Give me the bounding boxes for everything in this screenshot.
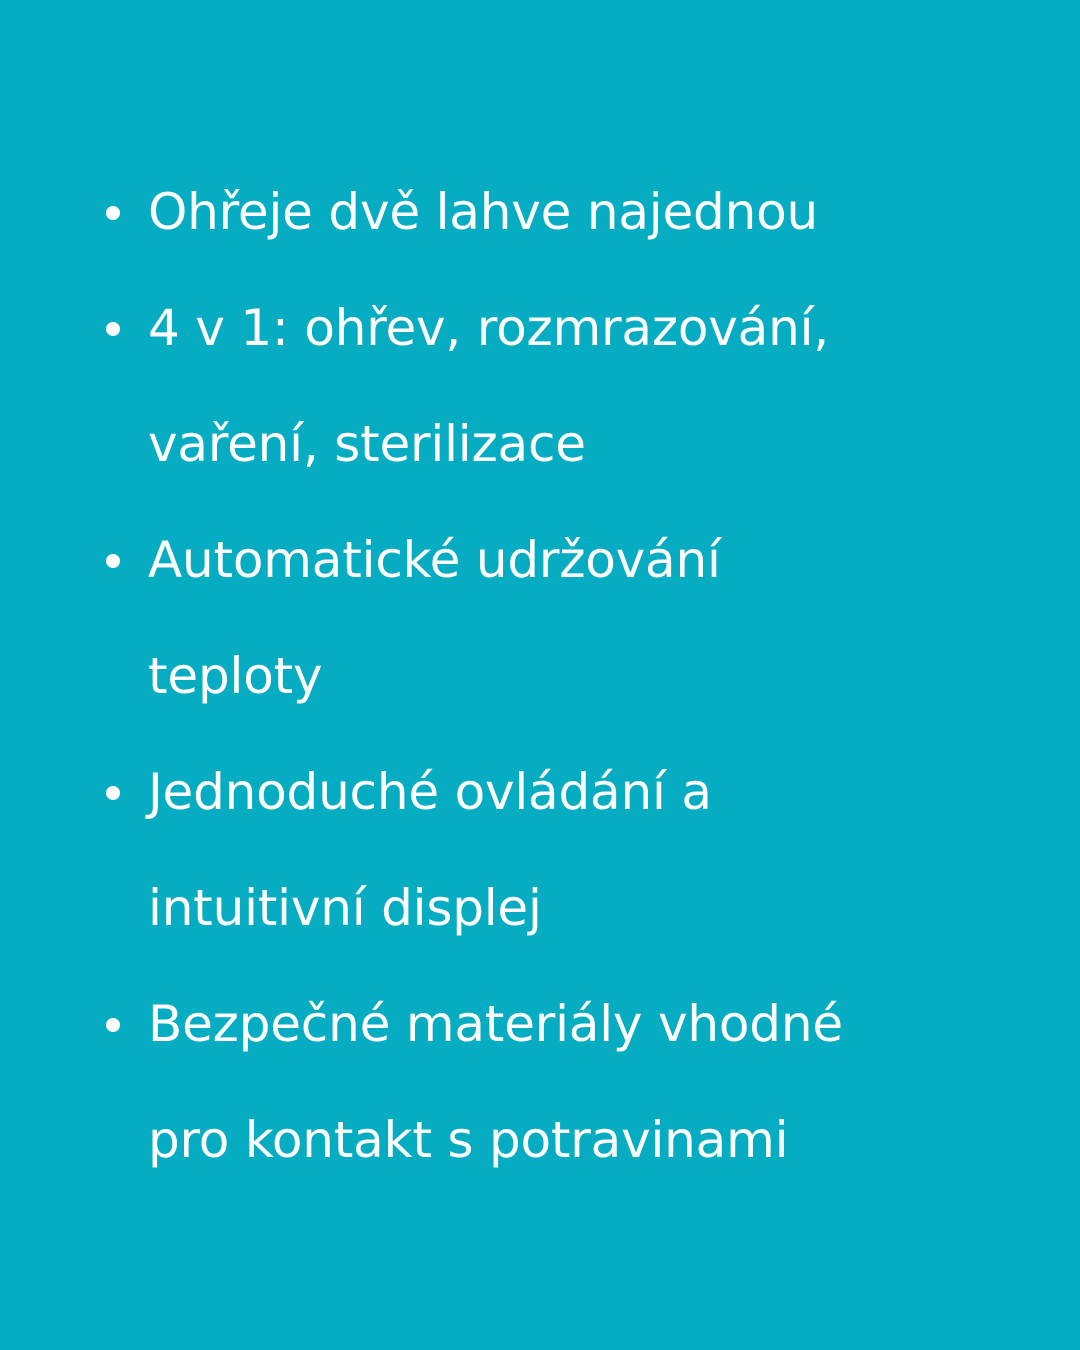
feature-text: intuitivní displej: [148, 879, 542, 937]
bullet-dot-icon: [106, 554, 120, 568]
bullet-dot-icon: [106, 1018, 120, 1032]
feature-text: Automatické udržování: [148, 531, 721, 589]
feature-text: Jednoduché ovládání a: [148, 763, 712, 821]
feature-text: 4 v 1: ohřev, rozmrazování,: [148, 299, 829, 357]
feature-text: Bezpečné materiály vhodné: [148, 995, 843, 1053]
bullet-dot-icon: [106, 206, 120, 220]
feature-text: Ohřeje dvě lahve najednou: [148, 183, 818, 241]
bullet-dot-icon: [106, 786, 120, 800]
feature-text: teploty: [148, 647, 323, 705]
feature-text: pro kontakt s potravinami: [148, 1111, 789, 1169]
feature-text: vaření, sterilizace: [148, 415, 586, 473]
bullet-dot-icon: [106, 322, 120, 336]
